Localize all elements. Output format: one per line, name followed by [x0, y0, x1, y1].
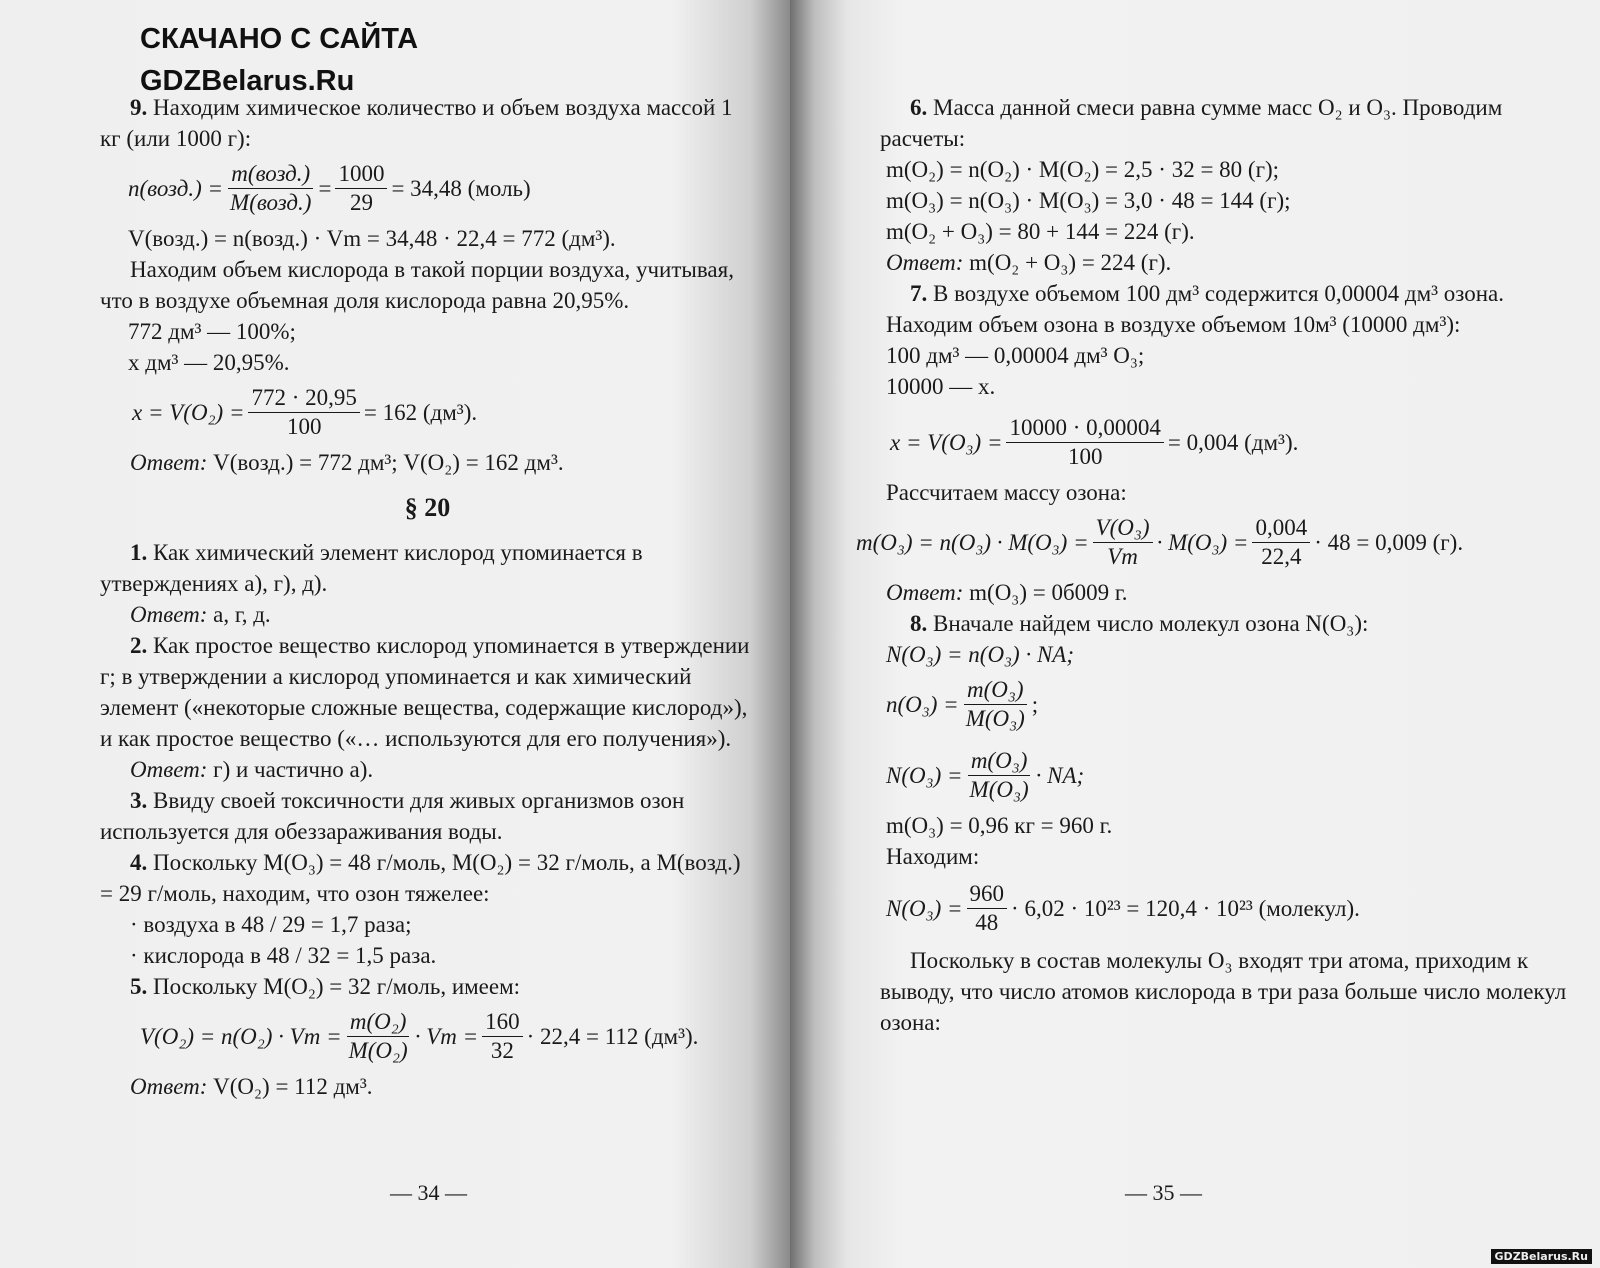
question-number: 4.: [130, 850, 148, 875]
answer-value: m(O₃) = 0б009 г.: [969, 580, 1128, 605]
numerator: 960: [967, 880, 1008, 909]
question-number: 2.: [130, 633, 148, 658]
question-4: [100, 847, 755, 909]
calc-intro: Находим:: [886, 844, 980, 869]
question-number: 7.: [910, 281, 928, 306]
calc-line: m(O₃) = n(O₃) · M(O₃) = 3,0 · 48 = 144 (г);: [886, 188, 1291, 213]
formula-ozone-volume: [890, 414, 1570, 471]
calc-line: m(O₂ + O₃) = 80 + 144 = 224 (г).: [886, 219, 1195, 244]
page-number: — 35 —: [1125, 1180, 1202, 1205]
formula-ozone-mass: [856, 514, 1570, 571]
formula-molecule-count: [886, 747, 1570, 804]
answer-5: [130, 1071, 755, 1102]
formula-molecule-result: [886, 880, 1570, 937]
section-heading: § 20: [404, 493, 451, 522]
numerator: V(O₃): [1093, 514, 1153, 543]
proportion-line: 10000 — x.: [886, 374, 996, 399]
conclusion-text: Поскольку в состав молекулы O₃ входят три атома, приходим к выводу, что число атомов кислорода в три раза больше число молекул озона:: [880, 948, 1567, 1035]
question-text: Вначале найдем число молекул озона N(O₃):: [933, 611, 1369, 636]
watermark-line2: GDZBelarus.Ru: [140, 65, 355, 97]
numerator: m(O₃): [964, 676, 1027, 705]
formula-rhs: · 48 = 0,009 (г).: [1314, 530, 1464, 555]
numerator: 10000 · 0,00004: [1006, 414, 1163, 443]
formula-rhs: · 6,02 · 10²³ = 120,4 · 10²³ (молекул).: [1011, 896, 1360, 921]
answer-9: [130, 447, 755, 478]
formula-rhs: · 22,4 = 112 (дм³).: [526, 1024, 699, 1049]
question-7: [880, 278, 1570, 309]
question-number: 6.: [910, 95, 928, 120]
page-number: — 34 —: [390, 1180, 467, 1205]
question-number: 1.: [130, 540, 148, 565]
site-watermark: [140, 18, 418, 102]
denominator: M(возд.): [230, 190, 312, 215]
answer-value: а, г, д.: [213, 602, 271, 627]
calc-intro: Рассчитаем массу озона:: [886, 480, 1127, 505]
fraction: [482, 1008, 523, 1065]
answer-label: Ответ:: [130, 450, 208, 475]
formula-rhs: · NA;: [1035, 763, 1085, 788]
question-text: Поскольку M(O₃) = 48 г/моль, M(O₂) = 32 г/моль, а M(возд.) = 29 г/моль, находим, что озон тяжелее:: [100, 850, 741, 906]
formula-oxygen-volume-5: [140, 1008, 755, 1065]
formula-lhs: x = V(O₂) =: [132, 400, 245, 425]
left-page: [0, 0, 790, 1268]
formula-rhs: ;: [1031, 692, 1039, 717]
proportion-line: 100 дм³ — 0,00004 дм³ O₃;: [886, 343, 1145, 368]
problem-number: 9.: [130, 95, 148, 120]
formula-lhs: m(O₃) = n(O₃) · M(O₃) =: [856, 530, 1089, 555]
question-number: 3.: [130, 788, 148, 813]
answer-7: [886, 577, 1570, 608]
formula-lhs: n(возд.) =: [128, 176, 224, 201]
formula-lhs: n(O₃) =: [886, 692, 959, 717]
answer-6: [886, 247, 1570, 278]
question-1: [100, 537, 755, 599]
answer-label: Ответ:: [886, 250, 964, 275]
denominator: M(O₂): [348, 1038, 408, 1063]
answer-value: V(O₂) = 112 дм³.: [213, 1074, 373, 1099]
denominator: 29: [349, 190, 373, 215]
calc-line: m(O₃) = 0,96 кг = 960 г.: [886, 813, 1113, 838]
formula-lhs: N(O₃) =: [886, 763, 963, 788]
formula-lhs: V(O₂) = n(O₂) · Vm =: [140, 1024, 342, 1049]
denominator: 100: [286, 414, 322, 439]
denominator: 32: [490, 1038, 514, 1063]
numerator: m(O₂): [347, 1008, 410, 1037]
problem-text: Находим химическое количество и объем воздуха массой 1 кг (или 1000 г):: [100, 95, 733, 151]
answer-value: V(возд.) = 772 дм³; V(O₂) = 162 дм³.: [213, 450, 564, 475]
proportion-line: 772 дм³ — 100%;: [128, 319, 296, 344]
formula-lhs: N(O₃) =: [886, 896, 963, 921]
question-number: 5.: [130, 974, 148, 999]
formula-molecules: N(O₃) = n(O₃) · NA;: [886, 642, 1075, 667]
question-6: [880, 92, 1570, 154]
formula-mid: · M(O₃) =: [1156, 530, 1249, 555]
proportion-line: x дм³ — 20,95%.: [128, 350, 290, 375]
numerator: m(O₃): [968, 747, 1031, 776]
right-page: [790, 0, 1600, 1268]
formula-mid: · Vm =: [414, 1024, 479, 1049]
answer-2: [130, 754, 755, 785]
formula-rhs: = 34,48 (моль): [391, 176, 531, 201]
numerator: 1000: [335, 160, 387, 189]
fraction: [1093, 514, 1153, 571]
question-text: Как простое вещество кислород упоминается в утверждении г; в утверждении а кислород упоминается и как химический элемент («некоторые сложные вещества, содержащие кислород»), и как простое вещество («… используются для его получения»).: [100, 633, 750, 751]
list-item: · кислорода в 48 / 32 = 1,5 раза.: [130, 943, 437, 968]
denominator: 48: [975, 910, 999, 935]
formula-rhs: = 0,004 (дм³).: [1167, 430, 1299, 455]
fraction: [346, 1008, 411, 1065]
equals-sign: =: [318, 176, 332, 201]
formula-oxygen-volume: [132, 384, 755, 441]
answer-1: [130, 599, 755, 630]
formula-air-amount: [128, 160, 755, 217]
calc-line: m(O₂) = n(O₂) · M(O₂) = 2,5 · 32 = 80 (г);: [886, 157, 1280, 182]
corner-watermark: GDZBelarus.Ru: [1491, 1249, 1592, 1264]
question-3: [100, 785, 755, 847]
question-text: В воздухе объемом 100 дм³ содержится 0,00004 дм³ озона.: [933, 281, 1505, 306]
watermark-line1: СКАЧАНО С САЙТА: [140, 23, 419, 55]
question-text: Ввиду своей токсичности для живых организмов озон используется для обеззараживания воды.: [100, 788, 685, 844]
answer-label: Ответ:: [130, 1074, 208, 1099]
oxygen-volume-text: Находим объем кислорода в такой порции воздуха, учитывая, что в воздухе объемная доля кислорода равна 20,95%.: [100, 257, 734, 313]
answer-label: Ответ:: [886, 580, 964, 605]
denominator: 100: [1067, 444, 1103, 469]
formula-rhs: = 162 (дм³).: [363, 400, 478, 425]
numerator: 0,004: [1252, 514, 1310, 543]
denominator: M(O₃): [965, 706, 1025, 731]
fraction: [967, 747, 1032, 804]
answer-label: Ответ:: [130, 757, 208, 782]
question-8: [880, 608, 1570, 639]
numerator: 160: [482, 1008, 523, 1037]
denominator: Vm: [1107, 544, 1138, 569]
question-text: Находим объем озона в воздухе объемом 10м³ (10000 дм³):: [886, 312, 1461, 337]
fraction: [227, 160, 314, 217]
formula-air-volume: V(возд.) = n(возд.) · Vm = 34,48 · 22,4 = 772 (дм³).: [128, 226, 616, 251]
question-text: Поскольку M(O₂) = 32 г/моль, имеем:: [153, 974, 521, 999]
formula-ozone-amount: [886, 676, 1570, 733]
formula-lhs: x = V(O₃) =: [890, 430, 1003, 455]
answer-label: Ответ:: [130, 602, 208, 627]
question-text: Как химический элемент кислород упоминается в утверждениях а), г), д).: [100, 540, 643, 596]
question-5: [100, 971, 755, 1002]
right-page-content: [856, 92, 1570, 1038]
answer-value: г) и частично а).: [213, 757, 374, 782]
problem-9: [100, 92, 755, 154]
fraction: [248, 384, 359, 441]
fraction: [335, 160, 387, 217]
left-page-content: [100, 92, 755, 1102]
denominator: M(O₃): [969, 777, 1029, 802]
question-number: 8.: [910, 611, 928, 636]
answer-value: m(O₂ + O₃) = 224 (г).: [969, 250, 1172, 275]
list-item: · воздуха в 48 / 29 = 1,7 раза;: [130, 912, 412, 937]
fraction: [1006, 414, 1163, 471]
denominator: 22,4: [1261, 544, 1302, 569]
question-2: [100, 630, 755, 754]
fraction: [1252, 514, 1310, 571]
fraction: [967, 880, 1008, 937]
fraction: [963, 676, 1028, 733]
numerator: 772 · 20,95: [248, 384, 359, 413]
question-text: Масса данной смеси равна сумме масс O₂ и O₃. Проводим расчеты:: [880, 95, 1503, 151]
numerator: m(возд.): [228, 160, 313, 189]
